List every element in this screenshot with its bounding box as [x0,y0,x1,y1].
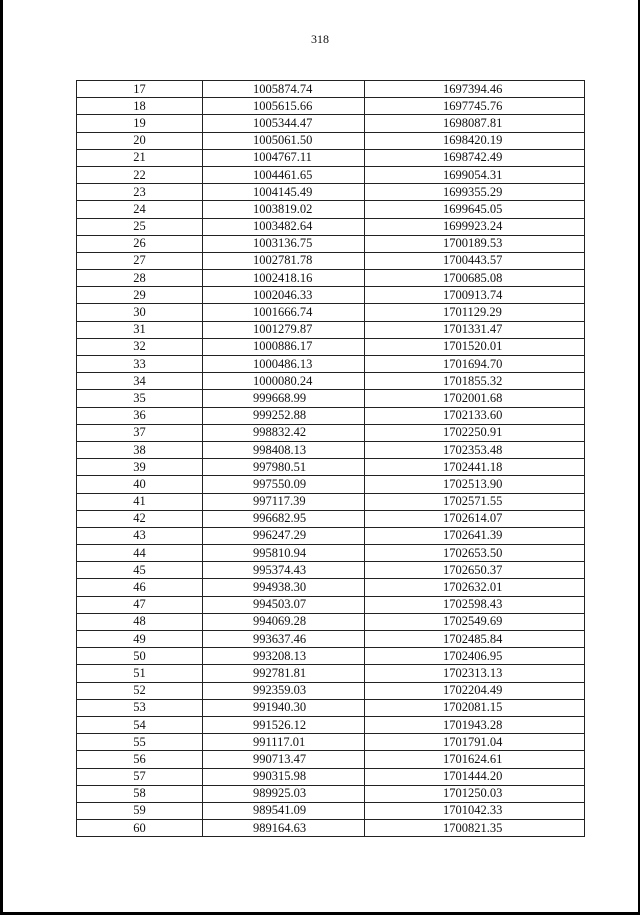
row-index-cell: 28 [77,270,203,287]
value-b-cell: 1702441.18 [365,459,585,476]
row-index-cell: 44 [77,545,203,562]
value-a-cell: 991117.01 [203,734,365,751]
row-index-cell: 17 [77,81,203,98]
value-b-cell: 1701444.20 [365,768,585,785]
value-a-cell: 1000080.24 [203,373,365,390]
table-row [77,493,585,510]
row-index-cell: 27 [77,252,203,269]
row-index-cell: 22 [77,166,203,183]
value-b-cell: 1702133.60 [365,407,585,424]
row-index-cell: 58 [77,785,203,802]
row-index-cell: 46 [77,579,203,596]
value-b-cell: 1698420.19 [365,132,585,149]
table-row [77,527,585,544]
table-row [77,356,585,373]
value-b-cell: 1698742.49 [365,149,585,166]
row-index-cell: 42 [77,510,203,527]
value-b-cell: 1702614.07 [365,510,585,527]
value-a-cell: 1004461.65 [203,166,365,183]
value-a-cell: 998408.13 [203,441,365,458]
value-a-cell: 1002781.78 [203,252,365,269]
value-a-cell: 997117.39 [203,493,365,510]
value-b-cell: 1702549.69 [365,613,585,630]
row-index-cell: 30 [77,304,203,321]
row-index-cell: 24 [77,201,203,218]
value-a-cell: 994503.07 [203,596,365,613]
row-index-cell: 18 [77,98,203,115]
table-row [77,441,585,458]
value-b-cell: 1701855.32 [365,373,585,390]
table-row [77,424,585,441]
value-b-cell: 1702204.49 [365,682,585,699]
value-b-cell: 1700189.53 [365,235,585,252]
table-row [77,785,585,802]
table-row [77,820,585,837]
table-row [77,149,585,166]
value-b-cell: 1700913.74 [365,287,585,304]
table-row [77,304,585,321]
value-b-cell: 1702653.50 [365,545,585,562]
row-index-cell: 56 [77,751,203,768]
coordinates-table [76,80,585,837]
value-a-cell: 989164.63 [203,820,365,837]
page-number: 318 [311,32,329,46]
table-row [77,81,585,98]
table-row [77,390,585,407]
row-index-cell: 59 [77,802,203,819]
row-index-cell: 19 [77,115,203,132]
value-a-cell: 989925.03 [203,785,365,802]
value-b-cell: 1701042.33 [365,802,585,819]
table-row [77,613,585,630]
value-a-cell: 998832.42 [203,424,365,441]
value-b-cell: 1698087.81 [365,115,585,132]
value-b-cell: 1702598.43 [365,596,585,613]
value-a-cell: 994938.30 [203,579,365,596]
row-index-cell: 48 [77,613,203,630]
value-a-cell: 990315.98 [203,768,365,785]
value-a-cell: 992781.81 [203,665,365,682]
value-a-cell: 1005344.47 [203,115,365,132]
scan-edge-mark-left [0,0,3,915]
value-b-cell: 1702513.90 [365,476,585,493]
value-a-cell: 1002418.16 [203,270,365,287]
table-row [77,184,585,201]
value-a-cell: 996682.95 [203,510,365,527]
table-row [77,98,585,115]
value-b-cell: 1701694.70 [365,356,585,373]
row-index-cell: 50 [77,648,203,665]
value-b-cell: 1701943.28 [365,716,585,733]
value-a-cell: 1004145.49 [203,184,365,201]
row-index-cell: 36 [77,407,203,424]
value-a-cell: 1003819.02 [203,201,365,218]
value-b-cell: 1699645.05 [365,201,585,218]
value-b-cell: 1701520.01 [365,338,585,355]
row-index-cell: 31 [77,321,203,338]
value-a-cell: 1000886.17 [203,338,365,355]
table-row [77,115,585,132]
table-row [77,545,585,562]
table-row [77,287,585,304]
value-a-cell: 1005615.66 [203,98,365,115]
table-row [77,218,585,235]
row-index-cell: 45 [77,562,203,579]
value-b-cell: 1702632.01 [365,579,585,596]
table-row [77,373,585,390]
table-row [77,579,585,596]
table-row [77,476,585,493]
table-row [77,252,585,269]
row-index-cell: 57 [77,768,203,785]
value-b-cell: 1702001.68 [365,390,585,407]
value-b-cell: 1701250.03 [365,785,585,802]
row-index-cell: 52 [77,682,203,699]
table-row [77,682,585,699]
value-a-cell: 1001666.74 [203,304,365,321]
table-row [77,338,585,355]
table-row [77,510,585,527]
table-row [77,648,585,665]
row-index-cell: 33 [77,356,203,373]
value-a-cell: 1003136.75 [203,235,365,252]
value-b-cell: 1702081.15 [365,699,585,716]
value-b-cell: 1702250.91 [365,424,585,441]
row-index-cell: 55 [77,734,203,751]
value-b-cell: 1702571.55 [365,493,585,510]
table-row [77,459,585,476]
row-index-cell: 32 [77,338,203,355]
value-a-cell: 999252.88 [203,407,365,424]
value-a-cell: 993208.13 [203,648,365,665]
value-b-cell: 1702313.13 [365,665,585,682]
row-index-cell: 26 [77,235,203,252]
value-b-cell: 1701791.04 [365,734,585,751]
table-row [77,751,585,768]
value-a-cell: 1005874.74 [203,81,365,98]
value-a-cell: 1003482.64 [203,218,365,235]
value-a-cell: 994069.28 [203,613,365,630]
value-b-cell: 1700821.35 [365,820,585,837]
table-row [77,132,585,149]
table-row [77,596,585,613]
value-b-cell: 1702650.37 [365,562,585,579]
table-row [77,166,585,183]
value-b-cell: 1700685.08 [365,270,585,287]
table-row [77,562,585,579]
value-b-cell: 1699355.29 [365,184,585,201]
row-index-cell: 47 [77,596,203,613]
table-row [77,235,585,252]
value-a-cell: 992359.03 [203,682,365,699]
row-index-cell: 43 [77,527,203,544]
row-index-cell: 23 [77,184,203,201]
table-row [77,734,585,751]
table-row [77,407,585,424]
value-b-cell: 1699054.31 [365,166,585,183]
value-a-cell: 993637.46 [203,631,365,648]
row-index-cell: 25 [77,218,203,235]
value-a-cell: 1000486.13 [203,356,365,373]
row-index-cell: 38 [77,441,203,458]
value-a-cell: 991940.30 [203,699,365,716]
table-row [77,802,585,819]
table-row [77,716,585,733]
value-a-cell: 997550.09 [203,476,365,493]
value-b-cell: 1701624.61 [365,751,585,768]
value-b-cell: 1697394.46 [365,81,585,98]
value-b-cell: 1701129.29 [365,304,585,321]
value-b-cell: 1700443.57 [365,252,585,269]
row-index-cell: 49 [77,631,203,648]
value-b-cell: 1701331.47 [365,321,585,338]
value-b-cell: 1697745.76 [365,98,585,115]
value-b-cell: 1702406.95 [365,648,585,665]
table-row [77,201,585,218]
value-a-cell: 989541.09 [203,802,365,819]
value-a-cell: 995810.94 [203,545,365,562]
value-a-cell: 997980.51 [203,459,365,476]
value-b-cell: 1699923.24 [365,218,585,235]
row-index-cell: 35 [77,390,203,407]
value-a-cell: 1002046.33 [203,287,365,304]
value-a-cell: 999668.99 [203,390,365,407]
table-body [77,81,585,837]
row-index-cell: 37 [77,424,203,441]
row-index-cell: 21 [77,149,203,166]
row-index-cell: 51 [77,665,203,682]
table-row [77,699,585,716]
table-row [77,270,585,287]
value-a-cell: 996247.29 [203,527,365,544]
row-index-cell: 29 [77,287,203,304]
value-a-cell: 990713.47 [203,751,365,768]
value-a-cell: 1005061.50 [203,132,365,149]
row-index-cell: 53 [77,699,203,716]
row-index-cell: 20 [77,132,203,149]
table-row [77,631,585,648]
row-index-cell: 41 [77,493,203,510]
value-a-cell: 991526.12 [203,716,365,733]
table-row [77,665,585,682]
value-a-cell: 1004767.11 [203,149,365,166]
value-a-cell: 995374.43 [203,562,365,579]
row-index-cell: 54 [77,716,203,733]
value-a-cell: 1001279.87 [203,321,365,338]
value-b-cell: 1702641.39 [365,527,585,544]
row-index-cell: 40 [77,476,203,493]
row-index-cell: 34 [77,373,203,390]
value-b-cell: 1702353.48 [365,441,585,458]
row-index-cell: 60 [77,820,203,837]
table-row [77,321,585,338]
value-b-cell: 1702485.84 [365,631,585,648]
row-index-cell: 39 [77,459,203,476]
table-row [77,768,585,785]
